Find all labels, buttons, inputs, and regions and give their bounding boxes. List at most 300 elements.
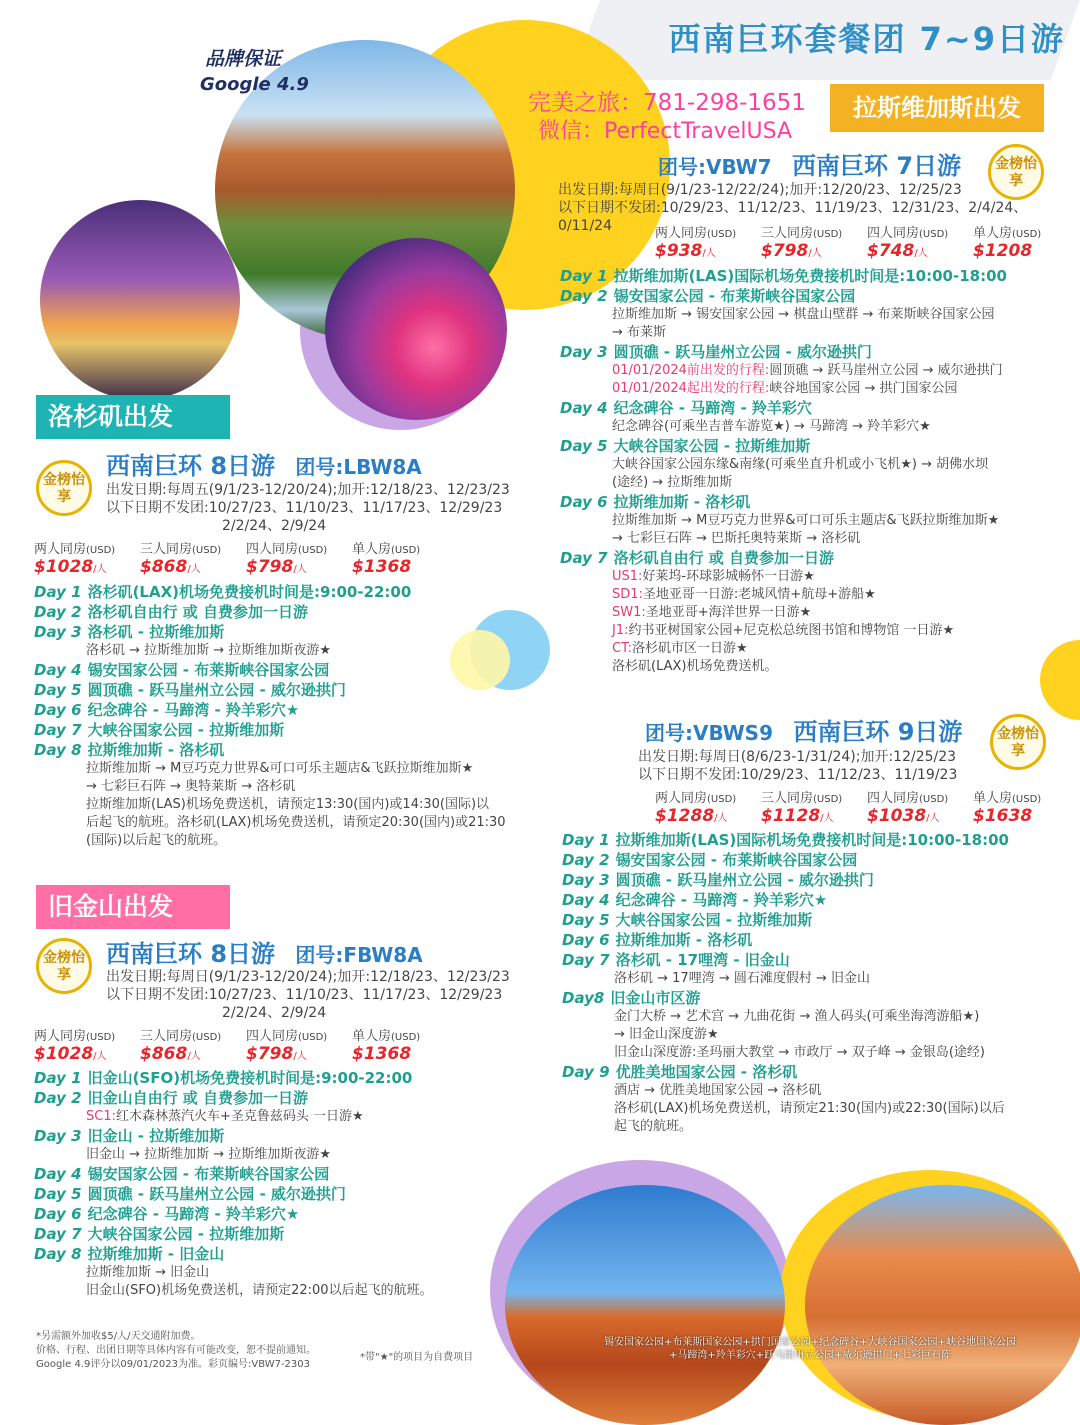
price-item [655,222,761,261]
google-rating: Google 4.9 [200,74,309,95]
price-item [34,538,140,577]
price-currency: (USD) [86,545,116,556]
price-item [352,538,458,577]
gold-medal-badge: 金榜怡享 [988,144,1044,200]
footnote-line: 价格、行程、出团日期等具体内容有可能改变，恕不提前通知。 [36,1345,316,1356]
blackout-dates-cont: 2/2/24、2/9/24 [222,518,327,534]
day-option [86,1108,534,1126]
price-label [34,1025,140,1044]
day-detail: 拉斯维加斯 → M豆巧克力世界&可口可乐主题店&飞跃拉斯维加斯★ [612,513,1000,528]
price-per: /人 [293,1051,307,1062]
day-number: Day 3 [34,1127,82,1145]
day-row [34,1204,534,1224]
day-detail: → 布莱斯 [612,325,667,340]
price-label [352,1025,458,1044]
tour-fbw8a-dates [106,968,510,1022]
price-amount: $1208 [973,241,1033,261]
price-room-type: 单人房 [973,226,1013,241]
day-title: 洛杉矶 - 拉斯维加斯 [87,623,225,641]
price-room-type: 两人同房 [34,542,87,557]
contact-wechat[interactable]: 微信：PerfectTravelUSA [538,119,792,144]
blackout-dates: 以下日期不发团:10/27/23、11/10/23、11/17/23、12/29/23 [106,987,503,1003]
day-title: 纪念碑谷 - 马蹄湾 - 羚羊彩穴★ [615,891,828,909]
day-title: 洛杉矶 - 17哩湾 - 旧金山 [615,951,790,969]
price-item [140,538,246,577]
price-amount: $868 [140,1044,188,1064]
day-number: Day 2 [34,603,82,621]
day-detail: 拉斯维加斯 → 锡安国家公园 → 棋盘山壁群 → 布莱斯峡谷国家公园 [612,307,995,322]
price-item [761,222,867,261]
option-desc: 好莱坞-环球影城畅怀一日游★ [642,569,815,584]
price-value [867,806,973,826]
price-currency: (USD) [391,545,421,556]
price-currency: (USD) [192,1032,222,1043]
price-label [34,538,140,557]
bryce-canyon-photo [805,1185,1080,1425]
price-label [973,222,1079,241]
day-row [34,1184,534,1204]
tour-code: 团号:LBW8A [295,455,422,479]
day-number: Day 4 [34,661,82,679]
day-title: 圆顶礁 - 跃马崖州立公园 - 威尔逊拱门 [613,343,872,361]
day-row [562,910,1062,930]
price-room-type: 三人同房 [140,1029,193,1044]
footnote-star-note: *带"★"的项目为自费项目 [360,1352,474,1363]
day-detail: 拉斯维加斯(LAS)机场免费送机，请预定13:30(国内)或14:30(国际)以 [86,797,490,812]
day-detail: (国际)以后起飞的航班。 [86,833,227,848]
day-title: 旧金山市区游 [610,989,701,1007]
price-value [973,806,1079,826]
day-row [560,492,1060,512]
day-row [34,1088,534,1108]
day-number: Day 1 [560,267,608,285]
day-number: Day 7 [560,549,608,567]
tour-name: 西南巨环 8日游 [106,452,276,480]
la-departure-tag: 洛杉矶出发 [36,395,230,439]
option-desc: 圆顶礁 → 跃马崖州立公园 → 威尔逊拱门 [769,363,1003,378]
footnote-line: *另需额外加收$5/人/天交通附加费。 [36,1331,201,1342]
price-currency: (USD) [391,1032,421,1043]
day-row [562,850,1062,870]
price-currency: (USD) [813,229,843,240]
price-value [140,557,246,577]
day-number: Day 2 [562,851,610,869]
price-room-type: 两人同房 [655,226,708,241]
day-row [560,436,1060,456]
departure-dates: 出发日期:每周日(9/1/23-12/20/24);加开:12/18/23、12/23/23 [106,969,510,985]
price-item [246,538,352,577]
price-amount: $868 [140,557,188,577]
price-label [655,787,761,806]
price-room-type: 两人同房 [34,1029,87,1044]
price-label [973,787,1079,806]
day-title: 优胜美地国家公园 - 洛杉矶 [615,1063,798,1081]
price-per: /人 [187,564,201,575]
day-detail: 洛杉矶(LAX)机场免费送机，请预定21:30(国内)或22:30(国际)以后 [614,1101,1005,1116]
day-row [34,1164,534,1184]
day-title: 圆顶礁 - 跃马崖州立公园 - 威尔逊拱门 [87,1185,346,1203]
tour-fbw8a-title [106,934,423,969]
footnote-line: Google 4.9评分以09/01/2023为准。彩页编号:VBW7-2303 [36,1359,311,1370]
day-detail: 起飞的航班。 [614,1119,693,1134]
price-item [761,787,867,826]
option-code: SD1: [612,587,643,602]
antelope-canyon-photo [325,238,507,420]
price-room-type: 单人房 [973,791,1013,806]
price-value [246,557,352,577]
day-detail: 洛杉矶(LAX)机场免费送机。 [612,659,778,674]
price-per: /人 [820,813,834,824]
day-row [560,286,1060,306]
day-option [612,362,1060,380]
day-title: 拉斯维加斯(LAS)国际机场免费接机时间是:10:00-18:00 [613,267,1007,285]
tour-code: 团号:VBW7 [658,155,772,179]
price-amount: $1028 [34,557,94,577]
tour-lbw8a-title [106,446,422,481]
price-currency: (USD) [919,229,949,240]
photo-caption [560,1336,1060,1362]
day-row [34,660,534,680]
day-number: Day 4 [34,1165,82,1183]
day-title: 洛杉矶(LAX)机场免费接机时间是:9:00-22:00 [87,583,412,601]
day-option [612,586,1060,604]
day-title: 圆顶礁 - 跃马崖州立公园 - 威尔逊拱门 [87,681,346,699]
day-detail: → 七彩巨石阵 → 奥特莱斯 → 洛杉矶 [86,779,296,794]
photo-caption-line: +马蹄湾+羚羊彩穴+跃马崖州立公园+威尔逊拱门+七彩巨石阵 [669,1350,951,1361]
day-number: Day 6 [34,1205,82,1223]
day-row [562,870,1062,890]
day-title: 圆顶礁 - 跃马崖州立公园 - 威尔逊拱门 [615,871,874,889]
day-option [612,380,1060,398]
tour-vbw7-title [658,146,961,181]
price-amount: $938 [655,241,703,261]
day-title: 大峡谷国家公园 - 拉斯维加斯 [87,1225,285,1243]
price-per: /人 [187,1051,201,1062]
price-label [246,1025,352,1044]
price-currency: (USD) [813,794,843,805]
itinerary-vbw7 [560,266,1060,676]
price-item [352,1025,458,1064]
price-value [655,806,761,826]
price-value [655,241,761,261]
option-desc: 约书亚树国家公园+尼克松总统图书馆和博物馆 一日游★ [628,623,955,638]
day-row [34,740,534,760]
blackout-dates: 以下日期不发团:10/27/23、11/10/23、11/17/23、12/29/23 [106,500,503,516]
price-per: /人 [93,564,107,575]
option-desc: 红木森林蒸汽火车+圣克鲁兹码头 一日游★ [115,1109,364,1124]
price-value [867,241,973,261]
price-label [761,787,867,806]
day-title: 拉斯维加斯 - 洛杉矶 [87,741,225,759]
day-title: 旧金山 - 拉斯维加斯 [87,1127,225,1145]
day-number: Day 6 [562,931,610,949]
day-title: 拉斯维加斯 - 旧金山 [87,1245,225,1263]
price-room-type: 四人同房 [246,1029,299,1044]
tour-lbw8a-dates [106,481,510,535]
day-title: 拉斯维加斯 - 洛杉矶 [613,493,751,511]
tour-name: 西南巨环 8日游 [106,940,276,968]
price-currency: (USD) [707,794,737,805]
price-value [246,1044,352,1064]
day-title: 锡安国家公园 - 布莱斯峡谷国家公园 [87,661,330,679]
price-value [34,1044,140,1064]
day-detail: 酒店 → 优胜美地国家公园 → 洛杉矶 [614,1083,822,1098]
price-value [761,806,867,826]
day-detail: 旧金山(SFO)机场免费送机，请预定22:00以后起飞的航班。 [86,1283,433,1298]
day-number: Day 5 [34,1185,82,1203]
price-amount: $1368 [352,557,412,577]
price-value [140,1044,246,1064]
tour-name: 西南巨环 7日游 [791,152,962,180]
day-number: Day 1 [34,1069,82,1087]
tour-code: 团号:VBWS9 [645,721,774,745]
photo-caption-line: 锡安国家公园+布莱斯国家公园+拱门国家公园+纪念碑谷+大峡谷国家公园+峡谷地国家公园 [604,1337,1016,1348]
price-value [352,1044,458,1064]
day-detail: 拉斯维加斯 → 旧金山 [86,1265,210,1280]
price-currency: (USD) [919,794,949,805]
price-per: /人 [702,248,716,259]
price-per: /人 [93,1051,107,1062]
price-currency: (USD) [1012,794,1042,805]
day-row [560,548,1060,568]
price-label [140,538,246,557]
day-row [560,266,1060,286]
day-title: 大峡谷国家公园 - 拉斯维加斯 [615,911,813,929]
price-amount: $1128 [761,806,821,826]
price-label [352,538,458,557]
option-desc: 峡谷地国家公园 → 拱门国家公园 [769,381,958,396]
price-item [973,222,1079,261]
gold-medal-badge: 金榜怡享 [36,460,92,516]
day-number: Day 8 [34,741,82,759]
day-number: Day 4 [560,399,608,417]
day-title: 纪念碑谷 - 马蹄湾 - 羚羊彩穴★ [87,1205,300,1223]
las-departure-tag: 拉斯维加斯出发 [830,84,1044,132]
day-detail: → 七彩巨石阵 → 巴斯托奥特莱斯 → 洛杉矶 [612,531,861,546]
day-title: 锡安国家公园 - 布莱斯峡谷国家公园 [87,1165,330,1183]
day-number: Day 3 [560,343,608,361]
las-vegas-photo [40,200,240,400]
price-label [867,222,973,241]
price-label [655,222,761,241]
day-title: 洛杉矶自由行 或 自费参加一日游 [87,603,309,621]
day-number: Day 3 [34,623,82,641]
day-title: 拉斯维加斯 - 洛杉矶 [615,931,753,949]
blackout-dates: 以下日期不发团:10/29/23、11/12/23、11/19/23 [638,767,958,783]
page-title: 西南巨环套餐团 7~9日游 [668,20,1065,58]
day-number: Day 2 [34,1089,82,1107]
day-row [34,622,534,642]
price-amount: $748 [867,241,915,261]
price-per: /人 [808,248,822,259]
price-per: /人 [714,813,728,824]
price-item [140,1025,246,1064]
day-number: Day 5 [562,911,610,929]
price-amount: $798 [761,241,809,261]
tour-name: 西南巨环 9日游 [793,718,963,746]
price-amount: $1028 [34,1044,94,1064]
day-title: 旧金山(SFO)机场免费接机时间是:9:00-22:00 [87,1069,413,1087]
day-row [34,1224,534,1244]
price-currency: (USD) [192,545,222,556]
price-label [140,1025,246,1044]
day-title: 锡安国家公园 - 布莱斯峡谷国家公园 [615,851,858,869]
day-row [560,342,1060,362]
day-detail: 纪念碑谷(可乘坐吉普车游览★) → 马蹄湾 → 羚羊彩穴★ [612,419,931,434]
option-desc: 洛杉矶市区一日游★ [631,641,748,656]
price-table [34,1025,458,1064]
day-row [562,890,1062,910]
contact-phone[interactable]: 完美之旅：781-298-1651 [528,90,806,116]
day-number: Day 9 [562,1063,610,1081]
option-desc: 圣地亚哥一日游:老城风情+航母+游船★ [642,587,876,602]
price-room-type: 四人同房 [867,791,920,806]
option-code: US1: [612,569,643,584]
gold-medal-badge: 金榜怡享 [990,714,1046,770]
day-number: Day 5 [34,681,82,699]
price-value [761,241,867,261]
departure-dates: 出发日期:每周日(9/1/23-12/22/24);加开:12/20/23、12/25/23 [558,182,962,198]
gold-medal-badge: 金榜怡享 [36,938,92,994]
day-row [562,930,1062,950]
day-detail: 拉斯维加斯 → M豆巧克力世界&可口可乐主题店&飞跃拉斯维加斯★ [86,761,474,776]
day-title: 洛杉矶自由行 或 自费参加一日游 [613,549,835,567]
day-detail: (途经) → 拉斯维加斯 [612,475,733,490]
itinerary-fbw8a [34,1068,534,1300]
day-number: Day 4 [562,891,610,909]
day-number: Day 1 [562,831,610,849]
itinerary-lbw8a [34,582,534,850]
day-number: Day 7 [34,721,82,739]
price-label [867,787,973,806]
price-label [761,222,867,241]
price-item [655,787,761,826]
monument-valley-photo [505,1185,785,1425]
price-per: /人 [914,248,928,259]
day-number: Day8 [562,989,605,1007]
price-table [34,538,458,577]
price-room-type: 两人同房 [655,791,708,806]
price-currency: (USD) [298,545,328,556]
footnotes [36,1330,316,1372]
day-number: Day 5 [560,437,608,455]
tour-vbws9-title [645,712,962,747]
day-detail: 旧金山深度游:圣玛丽大教堂 → 市政厅 → 双子峰 → 金银岛(途经) [614,1045,985,1060]
day-detail: 后起飞的航班。洛杉矶(LAX)机场免费送机，请预定20:30(国内)或21:30 [86,815,506,830]
day-option [612,568,1060,586]
day-title: 旧金山自由行 或 自费参加一日游 [87,1089,309,1107]
price-room-type: 三人同房 [761,226,814,241]
price-amount: $1638 [973,806,1033,826]
price-item [34,1025,140,1064]
day-option [612,622,1060,640]
option-desc: 圣地亚哥+海洋世界一日游★ [645,605,812,620]
day-title: 大峡谷国家公园 - 拉斯维加斯 [87,721,285,739]
day-row [34,1244,534,1264]
price-table [655,787,1079,826]
day-row [562,950,1062,970]
tour-vbws9-dates [638,748,957,784]
day-number: Day 3 [562,871,610,889]
day-row [34,700,534,720]
price-item [973,787,1079,826]
option-code: CT: [612,641,632,656]
day-number: Day 7 [562,951,610,969]
day-number: Day 1 [34,583,82,601]
day-title: 纪念碑谷 - 马蹄湾 - 羚羊彩穴 [613,399,812,417]
day-row [34,582,534,602]
price-room-type: 三人同房 [761,791,814,806]
price-label [246,538,352,557]
day-row [562,830,1062,850]
tour-code: 团号:FBW8A [295,943,423,967]
day-number: Day 2 [560,287,608,305]
day-option [612,604,1060,622]
price-currency: (USD) [86,1032,116,1043]
price-item [246,1025,352,1064]
price-currency: (USD) [707,229,737,240]
day-option [612,640,1060,658]
day-detail: 旧金山 → 拉斯维加斯 → 拉斯维加斯夜游★ [86,1147,331,1162]
price-table [655,222,1079,261]
day-row [562,1062,1062,1082]
day-row [560,398,1060,418]
price-room-type: 三人同房 [140,542,193,557]
option-code: SW1: [612,605,646,620]
day-number: Day 8 [34,1245,82,1263]
day-number: Day 6 [560,493,608,511]
price-amount: $798 [246,1044,294,1064]
day-detail: → 旧金山深度游★ [614,1027,719,1042]
price-amount: $1038 [867,806,927,826]
option-code: J1: [612,623,629,638]
price-currency: (USD) [298,1032,328,1043]
day-row [34,720,534,740]
blackout-dates-cont: 2/2/24、2/9/24 [222,1005,327,1021]
day-row [562,988,1062,1008]
price-value [352,557,458,577]
price-amount: $1368 [352,1044,412,1064]
price-value [34,557,140,577]
day-row [34,1068,534,1088]
sf-departure-tag: 旧金山出发 [36,885,230,929]
itinerary-vbws9 [562,830,1062,1136]
price-amount: $1288 [655,806,715,826]
day-detail: 大峡谷国家公园东缘&南缘(可乘坐直升机或小飞机★) → 胡佛水坝 [612,457,989,472]
blackout-dates: 以下日期不发团:10/29/23、11/12/23、11/19/23、12/31/23、2/4/24、0/11/24 [558,200,1028,234]
day-detail: 洛杉矶 → 拉斯维加斯 → 拉斯维加斯夜游★ [86,643,331,658]
price-per: /人 [293,564,307,575]
day-row [34,602,534,622]
price-room-type: 四人同房 [246,542,299,557]
price-value [973,241,1079,261]
day-title: 纪念碑谷 - 马蹄湾 - 羚羊彩穴★ [87,701,300,719]
option-code: SC1: [86,1109,116,1124]
day-detail: 金门大桥 → 艺术宫 → 九曲花街 → 渔人码头(可乘坐海湾游船★) [614,1009,980,1024]
day-number: Day 6 [34,701,82,719]
day-row [34,680,534,700]
option-code: 01/01/2024起出发的行程: [612,381,770,396]
option-code: 01/01/2024前出发的行程: [612,363,770,378]
day-detail: 洛杉矶 → 17哩湾 → 圆石滩度假村 → 旧金山 [614,971,871,986]
price-item [867,222,973,261]
price-currency: (USD) [1012,229,1042,240]
price-per: /人 [926,813,940,824]
day-row [34,1126,534,1146]
price-amount: $798 [246,557,294,577]
price-room-type: 单人房 [352,1029,392,1044]
departure-dates: 出发日期:每周日(8/6/23-1/31/24);加开:12/25/23 [638,749,957,765]
